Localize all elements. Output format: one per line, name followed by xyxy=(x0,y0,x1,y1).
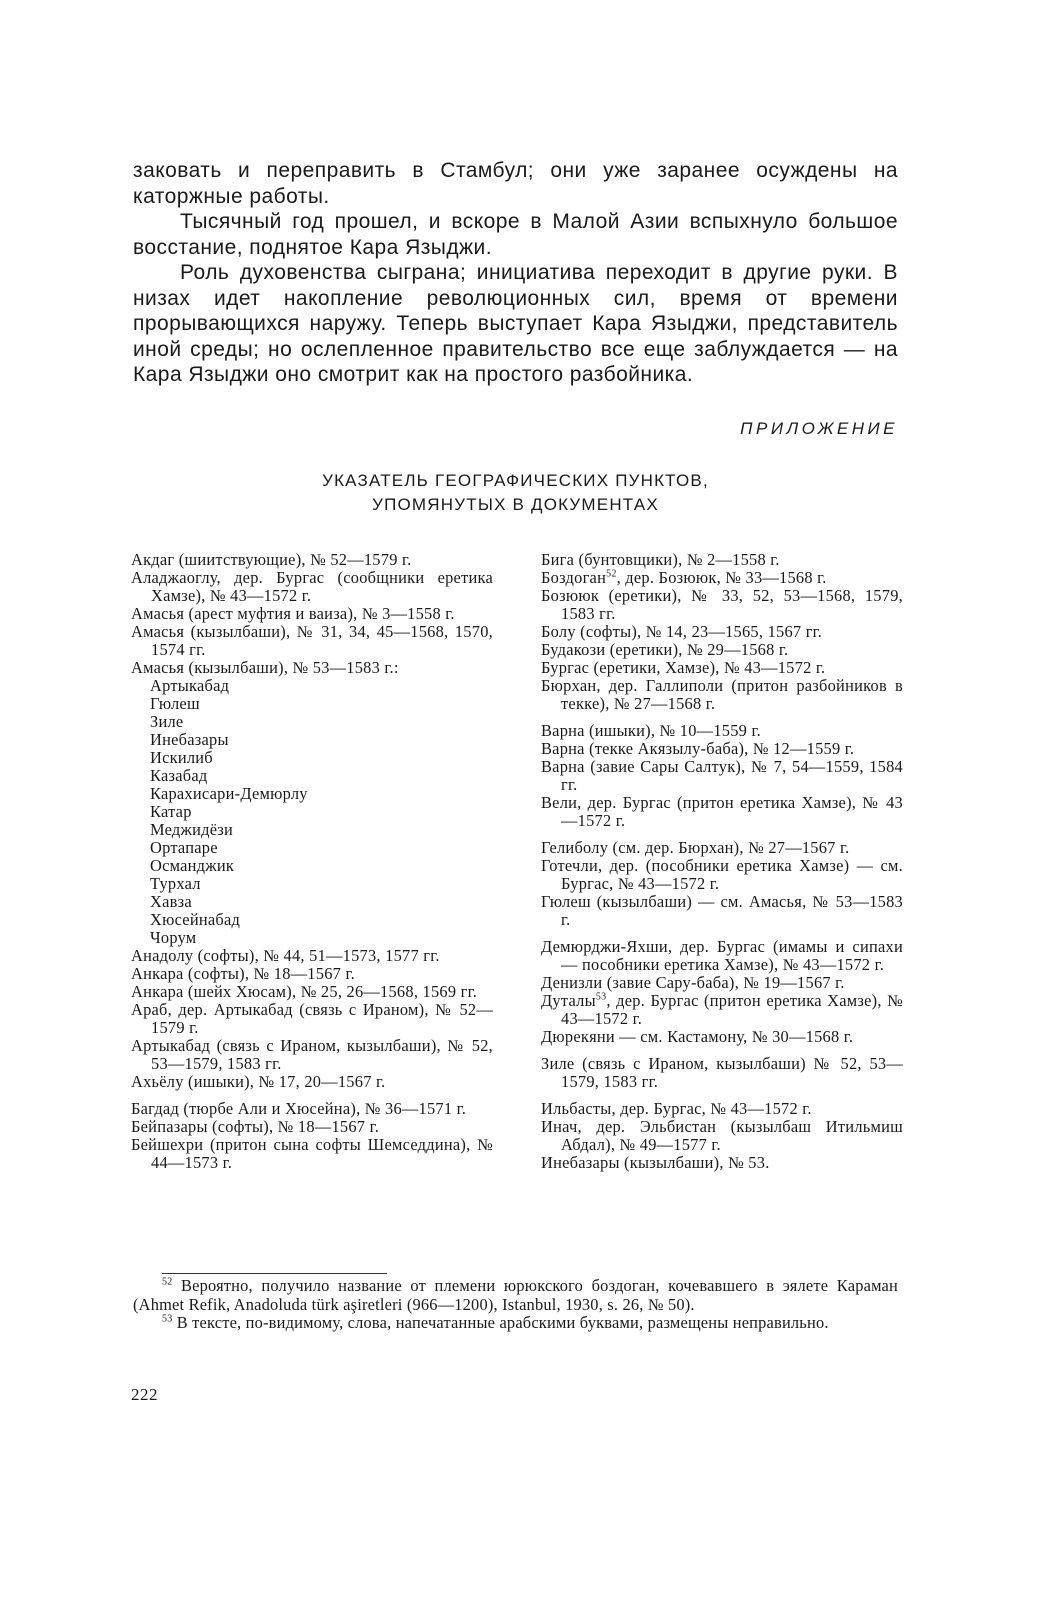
index-right-column xyxy=(541,551,903,1172)
intro-text xyxy=(133,158,898,388)
index-entry: Бейпазары (софты), № 18—1567 г. xyxy=(131,1117,380,1136)
intro-paragraph: Тысячный год прошел, и вскоре в Малой Азии вспыхнуло большое восстание, поднятое Кара Языджи. xyxy=(133,210,898,259)
index-entry: Аладжаоглу, дер. Бургас (сообщники еретика Хамзе), № 43—1572 г. xyxy=(131,568,493,605)
index-entry xyxy=(541,569,903,587)
index-sub-entry: Карахисари-Демюрлу xyxy=(150,784,308,803)
index-entry: Варна (ишыки), № 10—1559 г. xyxy=(541,721,761,740)
index-left-column xyxy=(131,551,493,1172)
index-entry: Гелиболу (см. дер. Бюрхан), № 27—1567 г. xyxy=(541,838,850,857)
index-entry: Ильбасты, дер. Бургас, № 43—1572 г. xyxy=(541,1099,812,1118)
index-entry: Болу (софты), № 14, 23—1565, 1567 гг. xyxy=(541,622,823,641)
index-entry: Багдад (тюрбе Али и Хюсейна), № 36—1571 г. xyxy=(131,1099,467,1118)
footnote-text: Вероятно, получило название от племени юрюкского боздоган, кочевавшего в эялете Караман (Ahmet Refik, Anadoluda türk aşiretleri (966—1200), Istanbul, 1930, s. 26, № 50). xyxy=(133,1276,898,1314)
index-sub-entry: Искилиб xyxy=(150,748,213,767)
index-entry: Инач, дер. Эльбистан (кызылбаш Итильмиш Абдал), № 49—1577 г. xyxy=(541,1117,903,1154)
index-entry xyxy=(541,992,903,1028)
index-entry: Амасья (кызылбаши), № 31, 34, 45—1568, 1570, 1574 гг. xyxy=(131,622,493,659)
index-entry: Анкара (софты), № 18—1567 г. xyxy=(131,964,355,983)
index-sub-entry: Хюсейнабад xyxy=(150,910,241,929)
footnotes xyxy=(133,1277,898,1333)
index-entry: Бургас (еретики, Хамзе), № 43—1572 г. xyxy=(541,658,826,677)
index-entry: Бейшехри (притон сына софты Шемседдина), № 44—1573 г. xyxy=(131,1135,493,1172)
index-entry: Бюрхан, дер. Галлиполи (притон разбойников в текке), № 27—1568 г. xyxy=(541,676,903,713)
index-sub-entry: Казабад xyxy=(150,766,208,785)
index-entry: Гюлеш (кызылбаши) — см. Амасья, № 53—1583 г. xyxy=(541,892,903,929)
index-entry: Бозююк (еретики), № 33, 52, 53—1568, 1579, 1583 гг. xyxy=(541,586,903,623)
index-title xyxy=(133,469,898,517)
index-entry: Инебазары (кызылбаши), № 53. xyxy=(541,1153,770,1172)
index-sub-entry: Артыкабад xyxy=(150,676,230,695)
index-entry-text: Дуталы xyxy=(541,991,596,1010)
intro-paragraph: Роль духовенства сыграна; инициатива переходит в другие руки. В низах идет накопление революционных сил, время от времени прорывающихся наружу. Теперь выступает Кара Языджи, представитель иной среды; но ослепленное правительство все еще заблуждается — на Кара Языджи оно смотрит как на простого разбойника. xyxy=(133,261,898,386)
index-sub-entry: Меджидёзи xyxy=(150,820,233,839)
footnote-text: В тексте, по-видимому, слова, напечатанные арабскими буквами, размещены неправильно. xyxy=(176,1313,829,1332)
index-sub-entry: Инебазары xyxy=(150,730,229,749)
index-entry: Акдаг (шиитствующие), № 52—1579 г. xyxy=(131,550,412,569)
footnote-number: 52 xyxy=(162,1276,173,1288)
index-entry: Будакози (еретики), № 29—1568 г. xyxy=(541,640,789,659)
index-entry: Дюрекяни — см. Кастамону, № 30—1568 г. xyxy=(541,1027,854,1046)
index-entry-text: , дер. Бургас (притон еретика Хамзе), № 43—1572 г. xyxy=(561,991,903,1028)
index-sub-entry: Катар xyxy=(150,802,192,821)
index-entry: Анкара (шейх Хюсам), № 25, 26—1568, 1569 гг. xyxy=(131,982,478,1001)
footnote-divider xyxy=(162,1273,387,1274)
index-entry: Анадолу (софты), № 44, 51—1573, 1577 гг. xyxy=(131,946,440,965)
index-entry: Демюрджи-Яхши, дер. Бургас (имамы и сипахи — пособники еретика Хамзе), № 43—1572 г. xyxy=(541,937,903,974)
index-entry-text: , дер. Бозююк, № 33—1568 г. xyxy=(616,568,827,587)
index-entry: Араб, дер. Артыкабад (связь с Ираном), № 52—1579 г. xyxy=(131,1000,493,1037)
index-sub-entry: Гюлеш xyxy=(150,694,200,713)
index-title-line: УКАЗАТЕЛЬ ГЕОГРАФИЧЕСКИХ ПУНКТОВ, xyxy=(322,471,709,490)
index-entry: Бига (бунтовщики), № 2—1558 г. xyxy=(541,550,780,569)
index-entry: Амасья (кызылбаши), № 53—1583 г.: xyxy=(131,658,399,677)
footnote xyxy=(133,1277,898,1314)
footnote-marker: 52 xyxy=(606,568,617,580)
index-title-line: УПОМЯНУТЫХ В ДОКУМЕНТАХ xyxy=(372,495,659,514)
index-sub-entry: Турхал xyxy=(150,874,201,893)
footnote-number: 53 xyxy=(162,1313,173,1325)
intro-paragraph: заковать и переправить в Стамбул; они уже заранее осуждены на каторжные работы. xyxy=(133,159,898,208)
index-entry-text: Боздоган xyxy=(541,568,607,587)
index-entry: Зиле (связь с Ираном, кызылбаши) № 52, 53—1579, 1583 гг. xyxy=(541,1054,903,1091)
footnote xyxy=(133,1314,898,1333)
index-entry: Готечли, дер. (пособники еретика Хамзе) — см. Бургас, № 43—1572 г. xyxy=(541,856,903,893)
appendix-heading: ПРИЛОЖЕНИЕ xyxy=(740,419,898,438)
index-sub-entry: Зиле xyxy=(150,712,184,731)
index-entry: Варна (текке Акязылу-баба), № 12—1559 г. xyxy=(541,739,855,758)
index-sub-entry: Чорум xyxy=(150,928,197,947)
index-entry: Ахьёлу (ишыки), № 17, 20—1567 г. xyxy=(131,1072,386,1091)
footnote-marker: 53 xyxy=(595,991,607,1003)
index-entry: Денизли (завие Сару-баба), № 19—1567 г. xyxy=(541,973,845,992)
index-entry: Амасья (арест муфтия и ваиза), № 3—1558 г. xyxy=(131,604,455,623)
index-entry: Варна (завие Сары Салтук), № 7, 54—1559, 1584 гг. xyxy=(541,757,903,794)
index-sub-entry: Османджик xyxy=(150,856,235,875)
index-sub-entry: Хавза xyxy=(150,892,192,911)
index-sub-entry: Ортапаре xyxy=(150,838,218,857)
page-number: 222 xyxy=(131,1385,158,1404)
index-entry: Артыкабад (связь с Ираном, кызылбаши), № 52, 53—1579, 1583 гг. xyxy=(131,1036,493,1073)
index-entry: Вели, дер. Бургас (притон еретика Хамзе), № 43—1572 г. xyxy=(541,793,903,830)
